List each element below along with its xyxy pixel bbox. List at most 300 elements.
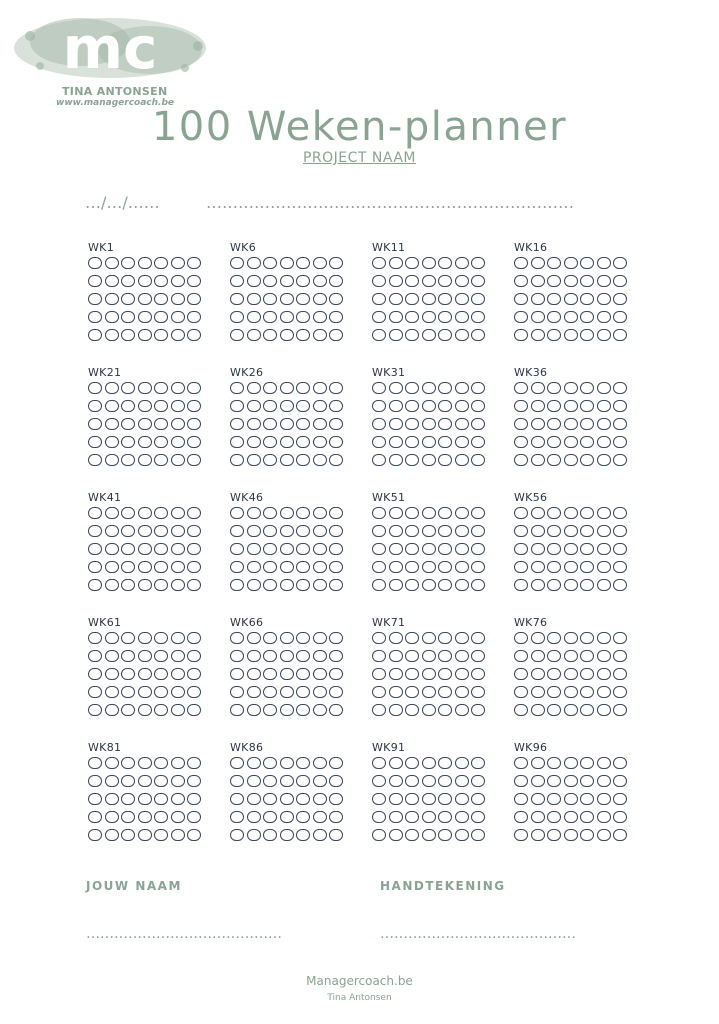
- day-bubble[interactable]: [405, 418, 419, 430]
- day-bubble[interactable]: [138, 507, 152, 519]
- day-bubble[interactable]: [580, 686, 594, 698]
- day-bubble[interactable]: [372, 829, 386, 841]
- day-bubble[interactable]: [455, 704, 469, 716]
- day-bubble[interactable]: [547, 507, 561, 519]
- day-bubble[interactable]: [154, 757, 168, 769]
- day-bubble[interactable]: [564, 829, 578, 841]
- day-bubble[interactable]: [405, 829, 419, 841]
- day-bubble[interactable]: [389, 257, 403, 269]
- day-bubble[interactable]: [597, 275, 611, 287]
- day-bubble[interactable]: [263, 757, 277, 769]
- day-bubble[interactable]: [138, 704, 152, 716]
- day-bubble[interactable]: [121, 579, 135, 591]
- day-bubble[interactable]: [138, 400, 152, 412]
- day-bubble[interactable]: [105, 436, 119, 448]
- day-bubble[interactable]: [597, 418, 611, 430]
- day-bubble[interactable]: [580, 561, 594, 573]
- day-bubble[interactable]: [405, 329, 419, 341]
- day-bubble[interactable]: [263, 829, 277, 841]
- day-bubble[interactable]: [230, 525, 244, 537]
- day-bubble[interactable]: [171, 543, 185, 555]
- day-bubble[interactable]: [597, 829, 611, 841]
- day-bubble[interactable]: [121, 382, 135, 394]
- day-bubble[interactable]: [580, 293, 594, 305]
- day-bubble[interactable]: [422, 311, 436, 323]
- day-bubble[interactable]: [280, 436, 294, 448]
- day-bubble[interactable]: [564, 329, 578, 341]
- day-bubble[interactable]: [372, 454, 386, 466]
- day-bubble[interactable]: [372, 525, 386, 537]
- day-bubble[interactable]: [280, 686, 294, 698]
- day-bubble[interactable]: [230, 561, 244, 573]
- day-bubble[interactable]: [389, 757, 403, 769]
- day-bubble[interactable]: [372, 400, 386, 412]
- day-bubble[interactable]: [471, 632, 485, 644]
- day-bubble[interactable]: [531, 454, 545, 466]
- day-bubble[interactable]: [296, 454, 310, 466]
- day-bubble[interactable]: [329, 775, 343, 787]
- day-bubble[interactable]: [372, 382, 386, 394]
- day-bubble[interactable]: [580, 650, 594, 662]
- day-bubble[interactable]: [564, 382, 578, 394]
- day-bubble[interactable]: [613, 775, 627, 787]
- day-bubble[interactable]: [455, 793, 469, 805]
- day-bubble[interactable]: [296, 436, 310, 448]
- day-bubble[interactable]: [187, 561, 201, 573]
- day-bubble[interactable]: [154, 579, 168, 591]
- day-bubble[interactable]: [580, 793, 594, 805]
- day-bubble[interactable]: [247, 668, 261, 680]
- day-bubble[interactable]: [613, 561, 627, 573]
- day-bubble[interactable]: [471, 436, 485, 448]
- day-bubble[interactable]: [613, 793, 627, 805]
- day-bubble[interactable]: [138, 632, 152, 644]
- day-bubble[interactable]: [247, 400, 261, 412]
- day-bubble[interactable]: [580, 418, 594, 430]
- day-bubble[interactable]: [438, 686, 452, 698]
- day-bubble[interactable]: [187, 811, 201, 823]
- day-bubble[interactable]: [230, 454, 244, 466]
- day-bubble[interactable]: [471, 543, 485, 555]
- day-bubble[interactable]: [230, 757, 244, 769]
- day-bubble[interactable]: [313, 507, 327, 519]
- day-bubble[interactable]: [613, 275, 627, 287]
- day-bubble[interactable]: [455, 507, 469, 519]
- day-bubble[interactable]: [247, 257, 261, 269]
- day-bubble[interactable]: [405, 811, 419, 823]
- day-bubble[interactable]: [329, 632, 343, 644]
- day-bubble[interactable]: [329, 382, 343, 394]
- day-bubble[interactable]: [329, 793, 343, 805]
- day-bubble[interactable]: [187, 329, 201, 341]
- day-bubble[interactable]: [247, 525, 261, 537]
- day-bubble[interactable]: [389, 579, 403, 591]
- day-bubble[interactable]: [564, 418, 578, 430]
- day-bubble[interactable]: [422, 293, 436, 305]
- day-bubble[interactable]: [372, 561, 386, 573]
- day-bubble[interactable]: [422, 436, 436, 448]
- day-bubble[interactable]: [280, 525, 294, 537]
- day-bubble[interactable]: [88, 382, 102, 394]
- day-bubble[interactable]: [230, 543, 244, 555]
- day-bubble[interactable]: [405, 293, 419, 305]
- day-bubble[interactable]: [105, 311, 119, 323]
- day-bubble[interactable]: [230, 329, 244, 341]
- day-bubble[interactable]: [171, 436, 185, 448]
- day-bubble[interactable]: [471, 793, 485, 805]
- day-bubble[interactable]: [230, 793, 244, 805]
- day-bubble[interactable]: [154, 561, 168, 573]
- day-bubble[interactable]: [171, 811, 185, 823]
- day-bubble[interactable]: [171, 293, 185, 305]
- day-bubble[interactable]: [247, 686, 261, 698]
- day-bubble[interactable]: [154, 704, 168, 716]
- day-bubble[interactable]: [580, 632, 594, 644]
- day-bubble[interactable]: [405, 579, 419, 591]
- day-bubble[interactable]: [389, 650, 403, 662]
- day-bubble[interactable]: [531, 579, 545, 591]
- day-bubble[interactable]: [313, 436, 327, 448]
- day-bubble[interactable]: [171, 454, 185, 466]
- day-bubble[interactable]: [88, 579, 102, 591]
- day-bubble[interactable]: [280, 829, 294, 841]
- day-bubble[interactable]: [88, 454, 102, 466]
- day-bubble[interactable]: [564, 811, 578, 823]
- day-bubble[interactable]: [313, 418, 327, 430]
- day-bubble[interactable]: [422, 775, 436, 787]
- day-bubble[interactable]: [88, 793, 102, 805]
- day-bubble[interactable]: [597, 561, 611, 573]
- day-bubble[interactable]: [514, 704, 528, 716]
- day-bubble[interactable]: [280, 311, 294, 323]
- day-bubble[interactable]: [389, 400, 403, 412]
- day-bubble[interactable]: [471, 704, 485, 716]
- day-bubble[interactable]: [187, 579, 201, 591]
- day-bubble[interactable]: [138, 793, 152, 805]
- day-bubble[interactable]: [531, 293, 545, 305]
- day-bubble[interactable]: [154, 829, 168, 841]
- day-bubble[interactable]: [531, 686, 545, 698]
- day-bubble[interactable]: [263, 311, 277, 323]
- day-bubble[interactable]: [514, 293, 528, 305]
- day-bubble[interactable]: [280, 257, 294, 269]
- day-bubble[interactable]: [471, 579, 485, 591]
- day-bubble[interactable]: [154, 454, 168, 466]
- day-bubble[interactable]: [171, 757, 185, 769]
- day-bubble[interactable]: [547, 543, 561, 555]
- day-bubble[interactable]: [154, 382, 168, 394]
- day-bubble[interactable]: [389, 632, 403, 644]
- day-bubble[interactable]: [438, 507, 452, 519]
- day-bubble[interactable]: [514, 382, 528, 394]
- day-bubble[interactable]: [514, 329, 528, 341]
- day-bubble[interactable]: [422, 561, 436, 573]
- day-bubble[interactable]: [613, 757, 627, 769]
- day-bubble[interactable]: [471, 686, 485, 698]
- day-bubble[interactable]: [329, 454, 343, 466]
- day-bubble[interactable]: [438, 775, 452, 787]
- day-bubble[interactable]: [88, 257, 102, 269]
- day-bubble[interactable]: [547, 329, 561, 341]
- day-bubble[interactable]: [580, 400, 594, 412]
- day-bubble[interactable]: [597, 650, 611, 662]
- day-bubble[interactable]: [531, 757, 545, 769]
- day-bubble[interactable]: [329, 257, 343, 269]
- day-bubble[interactable]: [121, 436, 135, 448]
- day-bubble[interactable]: [121, 829, 135, 841]
- day-bubble[interactable]: [230, 579, 244, 591]
- day-bubble[interactable]: [597, 257, 611, 269]
- date-field[interactable]: …/…/……: [85, 193, 160, 212]
- day-bubble[interactable]: [438, 811, 452, 823]
- day-bubble[interactable]: [105, 579, 119, 591]
- day-bubble[interactable]: [455, 454, 469, 466]
- day-bubble[interactable]: [531, 418, 545, 430]
- day-bubble[interactable]: [313, 400, 327, 412]
- day-bubble[interactable]: [471, 829, 485, 841]
- day-bubble[interactable]: [531, 311, 545, 323]
- day-bubble[interactable]: [514, 632, 528, 644]
- day-bubble[interactable]: [263, 525, 277, 537]
- day-bubble[interactable]: [263, 293, 277, 305]
- day-bubble[interactable]: [422, 650, 436, 662]
- day-bubble[interactable]: [547, 561, 561, 573]
- day-bubble[interactable]: [187, 775, 201, 787]
- day-bubble[interactable]: [564, 400, 578, 412]
- day-bubble[interactable]: [372, 329, 386, 341]
- day-bubble[interactable]: [422, 668, 436, 680]
- day-bubble[interactable]: [597, 382, 611, 394]
- day-bubble[interactable]: [280, 632, 294, 644]
- day-bubble[interactable]: [422, 275, 436, 287]
- day-bubble[interactable]: [329, 686, 343, 698]
- day-bubble[interactable]: [564, 704, 578, 716]
- day-bubble[interactable]: [263, 543, 277, 555]
- day-bubble[interactable]: [329, 436, 343, 448]
- day-bubble[interactable]: [230, 436, 244, 448]
- day-bubble[interactable]: [329, 579, 343, 591]
- day-bubble[interactable]: [405, 632, 419, 644]
- day-bubble[interactable]: [372, 811, 386, 823]
- day-bubble[interactable]: [564, 686, 578, 698]
- day-bubble[interactable]: [471, 418, 485, 430]
- day-bubble[interactable]: [514, 507, 528, 519]
- day-bubble[interactable]: [247, 757, 261, 769]
- day-bubble[interactable]: [455, 543, 469, 555]
- day-bubble[interactable]: [247, 632, 261, 644]
- day-bubble[interactable]: [171, 418, 185, 430]
- day-bubble[interactable]: [613, 650, 627, 662]
- day-bubble[interactable]: [613, 311, 627, 323]
- day-bubble[interactable]: [296, 632, 310, 644]
- day-bubble[interactable]: [471, 668, 485, 680]
- day-bubble[interactable]: [613, 329, 627, 341]
- day-bubble[interactable]: [438, 382, 452, 394]
- day-bubble[interactable]: [564, 257, 578, 269]
- day-bubble[interactable]: [438, 329, 452, 341]
- day-bubble[interactable]: [187, 400, 201, 412]
- day-bubble[interactable]: [88, 668, 102, 680]
- day-bubble[interactable]: [613, 686, 627, 698]
- day-bubble[interactable]: [329, 275, 343, 287]
- day-bubble[interactable]: [296, 775, 310, 787]
- day-bubble[interactable]: [280, 507, 294, 519]
- day-bubble[interactable]: [471, 561, 485, 573]
- day-bubble[interactable]: [88, 757, 102, 769]
- day-bubble[interactable]: [471, 650, 485, 662]
- day-bubble[interactable]: [105, 275, 119, 287]
- day-bubble[interactable]: [613, 579, 627, 591]
- day-bubble[interactable]: [422, 329, 436, 341]
- day-bubble[interactable]: [263, 507, 277, 519]
- day-bubble[interactable]: [564, 436, 578, 448]
- day-bubble[interactable]: [121, 561, 135, 573]
- day-bubble[interactable]: [531, 507, 545, 519]
- day-bubble[interactable]: [514, 757, 528, 769]
- day-bubble[interactable]: [455, 686, 469, 698]
- day-bubble[interactable]: [580, 757, 594, 769]
- day-bubble[interactable]: [187, 293, 201, 305]
- day-bubble[interactable]: [154, 293, 168, 305]
- day-bubble[interactable]: [247, 454, 261, 466]
- day-bubble[interactable]: [455, 757, 469, 769]
- day-bubble[interactable]: [389, 829, 403, 841]
- day-bubble[interactable]: [187, 704, 201, 716]
- day-bubble[interactable]: [121, 400, 135, 412]
- day-bubble[interactable]: [88, 686, 102, 698]
- day-bubble[interactable]: [514, 275, 528, 287]
- day-bubble[interactable]: [105, 811, 119, 823]
- day-bubble[interactable]: [263, 275, 277, 287]
- day-bubble[interactable]: [154, 811, 168, 823]
- day-bubble[interactable]: [547, 775, 561, 787]
- day-bubble[interactable]: [438, 757, 452, 769]
- day-bubble[interactable]: [372, 704, 386, 716]
- day-bubble[interactable]: [105, 561, 119, 573]
- day-bubble[interactable]: [597, 668, 611, 680]
- day-bubble[interactable]: [296, 650, 310, 662]
- day-bubble[interactable]: [263, 436, 277, 448]
- day-bubble[interactable]: [230, 293, 244, 305]
- day-bubble[interactable]: [247, 793, 261, 805]
- day-bubble[interactable]: [280, 579, 294, 591]
- day-bubble[interactable]: [547, 579, 561, 591]
- day-bubble[interactable]: [580, 579, 594, 591]
- day-bubble[interactable]: [247, 704, 261, 716]
- day-bubble[interactable]: [313, 257, 327, 269]
- day-bubble[interactable]: [187, 454, 201, 466]
- day-bubble[interactable]: [389, 668, 403, 680]
- day-bubble[interactable]: [88, 275, 102, 287]
- day-bubble[interactable]: [613, 668, 627, 680]
- day-bubble[interactable]: [296, 793, 310, 805]
- day-bubble[interactable]: [329, 311, 343, 323]
- day-bubble[interactable]: [422, 525, 436, 537]
- day-bubble[interactable]: [514, 543, 528, 555]
- day-bubble[interactable]: [422, 382, 436, 394]
- day-bubble[interactable]: [438, 400, 452, 412]
- day-bubble[interactable]: [613, 829, 627, 841]
- day-bubble[interactable]: [471, 507, 485, 519]
- day-bubble[interactable]: [531, 704, 545, 716]
- day-bubble[interactable]: [514, 525, 528, 537]
- day-bubble[interactable]: [88, 293, 102, 305]
- day-bubble[interactable]: [547, 793, 561, 805]
- day-bubble[interactable]: [547, 632, 561, 644]
- day-bubble[interactable]: [313, 293, 327, 305]
- day-bubble[interactable]: [405, 543, 419, 555]
- day-bubble[interactable]: [138, 829, 152, 841]
- day-bubble[interactable]: [171, 311, 185, 323]
- day-bubble[interactable]: [405, 257, 419, 269]
- day-bubble[interactable]: [597, 454, 611, 466]
- day-bubble[interactable]: [329, 400, 343, 412]
- day-bubble[interactable]: [154, 686, 168, 698]
- day-bubble[interactable]: [296, 668, 310, 680]
- day-bubble[interactable]: [372, 257, 386, 269]
- day-bubble[interactable]: [263, 811, 277, 823]
- day-bubble[interactable]: [171, 775, 185, 787]
- day-bubble[interactable]: [263, 793, 277, 805]
- day-bubble[interactable]: [230, 811, 244, 823]
- day-bubble[interactable]: [263, 632, 277, 644]
- day-bubble[interactable]: [514, 418, 528, 430]
- day-bubble[interactable]: [230, 507, 244, 519]
- day-bubble[interactable]: [547, 418, 561, 430]
- day-bubble[interactable]: [514, 811, 528, 823]
- day-bubble[interactable]: [138, 382, 152, 394]
- day-bubble[interactable]: [372, 793, 386, 805]
- day-bubble[interactable]: [263, 668, 277, 680]
- day-bubble[interactable]: [438, 257, 452, 269]
- day-bubble[interactable]: [121, 454, 135, 466]
- day-bubble[interactable]: [280, 704, 294, 716]
- day-bubble[interactable]: [230, 668, 244, 680]
- day-bubble[interactable]: [105, 793, 119, 805]
- day-bubble[interactable]: [247, 418, 261, 430]
- day-bubble[interactable]: [88, 775, 102, 787]
- day-bubble[interactable]: [422, 829, 436, 841]
- day-bubble[interactable]: [247, 811, 261, 823]
- day-bubble[interactable]: [597, 811, 611, 823]
- day-bubble[interactable]: [547, 829, 561, 841]
- day-bubble[interactable]: [121, 668, 135, 680]
- day-bubble[interactable]: [187, 632, 201, 644]
- day-bubble[interactable]: [438, 668, 452, 680]
- day-bubble[interactable]: [88, 650, 102, 662]
- day-bubble[interactable]: [138, 561, 152, 573]
- day-bubble[interactable]: [389, 507, 403, 519]
- day-bubble[interactable]: [154, 257, 168, 269]
- day-bubble[interactable]: [455, 829, 469, 841]
- day-bubble[interactable]: [405, 561, 419, 573]
- day-bubble[interactable]: [422, 686, 436, 698]
- day-bubble[interactable]: [247, 275, 261, 287]
- day-bubble[interactable]: [154, 329, 168, 341]
- day-bubble[interactable]: [455, 293, 469, 305]
- day-bubble[interactable]: [613, 525, 627, 537]
- day-bubble[interactable]: [230, 418, 244, 430]
- day-bubble[interactable]: [105, 632, 119, 644]
- day-bubble[interactable]: [121, 632, 135, 644]
- day-bubble[interactable]: [329, 811, 343, 823]
- day-bubble[interactable]: [88, 704, 102, 716]
- day-bubble[interactable]: [154, 632, 168, 644]
- day-bubble[interactable]: [171, 632, 185, 644]
- day-bubble[interactable]: [230, 311, 244, 323]
- day-bubble[interactable]: [438, 704, 452, 716]
- day-bubble[interactable]: [372, 757, 386, 769]
